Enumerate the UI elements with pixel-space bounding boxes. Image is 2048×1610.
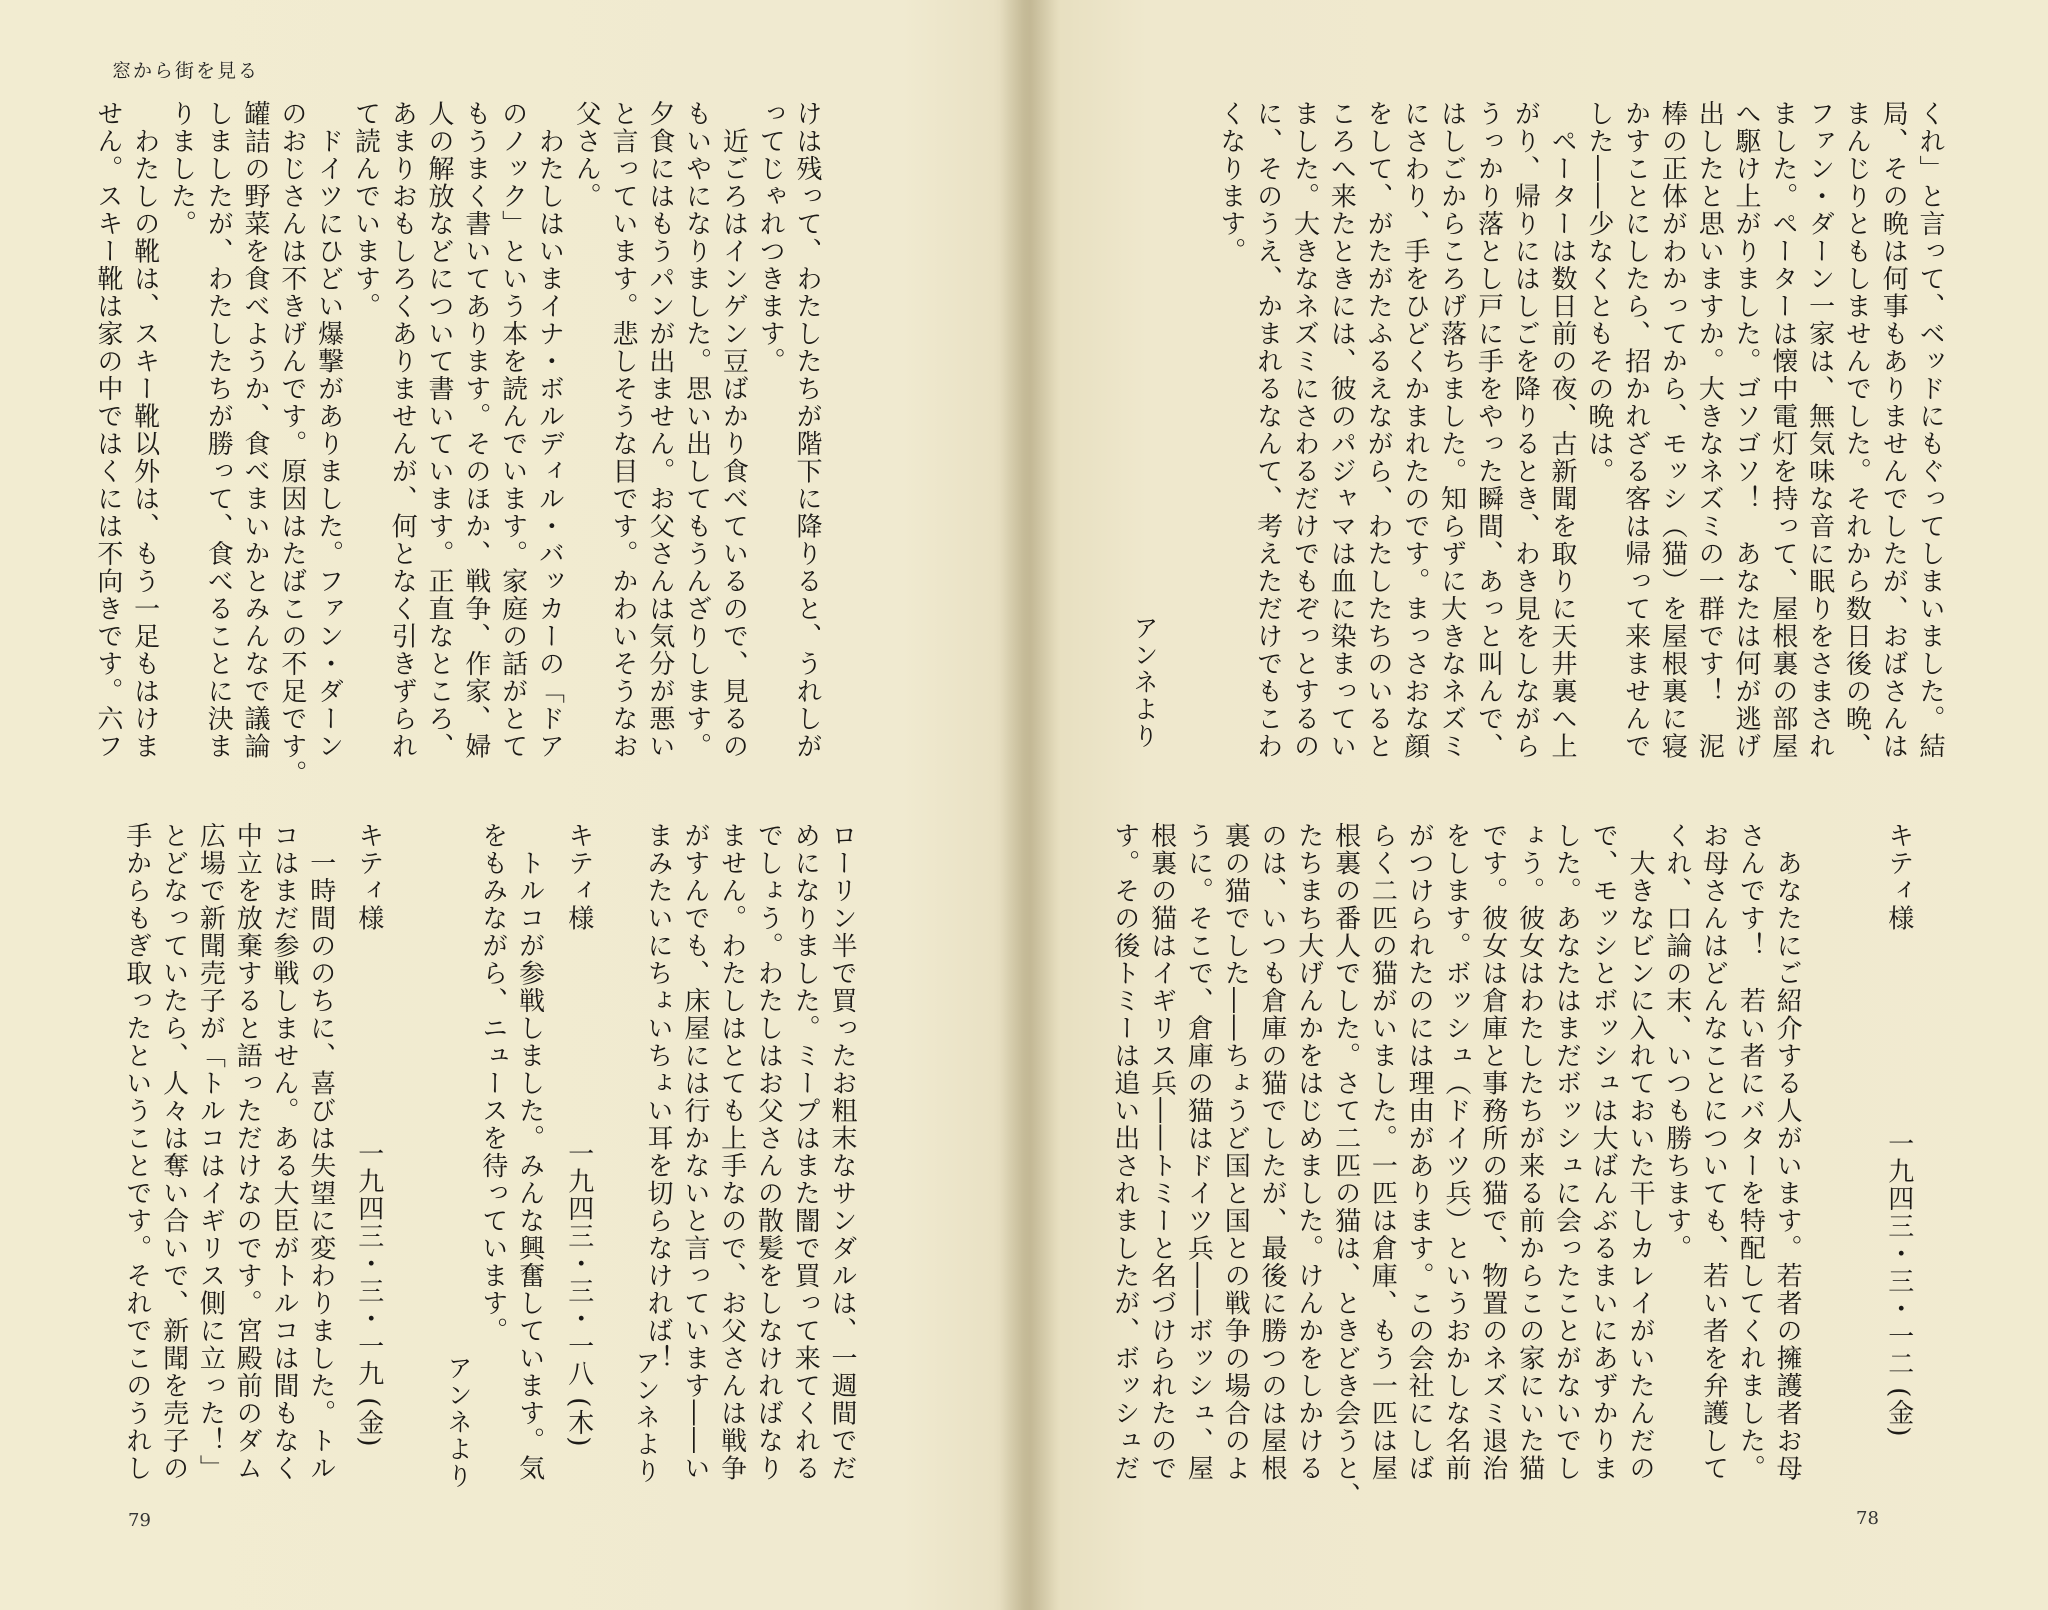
- letter-salutation: キティ様: [353, 822, 384, 932]
- page-78: [1030, 0, 2048, 1610]
- page-79-lower-text: ローリン半で買ったお粗末なサンダルは、一週間でだ めになりました。ミープはまた闇で買って来てくれる でしょう。わたしはお父さんの散髪をしなければなり ません。わたしはとても上手なので、お父さんは戦争 がすんでも、床屋には行かないと言っています――い まみたいにちょいちょい耳を切らなければ！: [643, 822, 857, 1482]
- letter-salutation: キティ様: [1883, 822, 1914, 932]
- letter-body: トルコが参戦しました。みんな興奮しています。気 をもみながら、ニュースを待っています。: [477, 822, 545, 1482]
- letter-date: 一九四三・三・一九 (金): [353, 1140, 384, 1449]
- letter-salutation: キティ様: [563, 822, 594, 932]
- page-79-upper-text: けは残って、わたしたちが階下に降りると、うれしが ってじゃれつきます。 近ごろはインゲン豆ばかり食べているので、見るの もいやになりました。思い出してもうんざりします。 夕食にはもうパンが出ません。お父さんは気分が悪い と言っています。悲しそうな目です。かわいそうなお 父さん。 わたしはいまイナ・ボルディル・バッカーの「ドア のノック」という本を読んでいます。家庭の話がとて もうまく書いてあります。そのほか、戦争、作家、婦 人の解放などについて書いています。正直なところ、 あまりおもしろくありませんが、何となく引きずられ て読んでいます。 ドイツにひどい爆撃がありました。ファン・ダーン のおじさんは不きげんです。原因はたばこの不足です。 罐詰の野菜を食べようか、食べまいかとみんなで議論 しましたが、わたしたちが勝って、食べることに決ま りました。 わたしの靴は、スキー靴以外は、もう一足もはけま せん。スキー靴は家の中ではくには不向きです。六フ: [92, 100, 822, 788]
- letter-body: 一時間ののちに、喜びは失望に変わりました。トル コはまだ参戦しません。ある大臣がトルコは間もなく 中立を放棄すると語っただけなのです。宮殿前のダム 広場で新聞売子が「トルコはイギリス側に立った！」 とどなっていたら、人々は奪い合いで、新聞を売子の 手からもぎ取ったということです。それでこのうれし: [121, 822, 336, 1482]
- signature-anne-1: アンネより: [632, 1350, 661, 1485]
- letter-body: あなたにご紹介する人がいます。若者の擁護者お母 さんです！ 若い者にバターを特配してくれました。 お母さんはどんなことについても、若い者を弁護して くれ、口論の末、いつも勝ちます。 大きなビンに入れておいた干しカレイがいたんだの で、モッシとボッシュは大ばんぶるまいにあずかりま した。あなたはまだボッシュに会ったことがないでし ょう。彼女はわたしたちが来る前からこの家にいた猫 です。彼女は倉庫と事務所の猫で、物置のネズミ退治 をします。ボッシュ（ドイツ兵）というおかしな名前 がつけられたのには理由があります。この会社にしば らく二匹の猫がいました。一匹は倉庫、もう一匹は屋 根裏の番人でした。さて二匹の猫は、ときどき会うと、 たちまち大げんかをはじめました。けんかをしかける のは、いつも倉庫の猫でしたが、最後に勝つのは屋根 裏の猫でした――ちょうど国と国との戦争の場合のよ うに。そこで、倉庫の猫はドイツ兵――ボッシュ、屋 根裏の猫はイギリス兵――トミーと名づけられたので す。その後トミーは追い出されましたが、ボッシュだ: [1109, 822, 1803, 1510]
- running-title: 窓から街を見る: [112, 60, 260, 82]
- page-number: 78: [1856, 1508, 1879, 1529]
- signature-anne: アンネより: [1130, 615, 1159, 750]
- page-number: 79: [128, 1510, 151, 1531]
- letter-date: 一九四三・三・一八 (木): [563, 1140, 594, 1449]
- page-78-upper-text: くれ」と言って、ベッドにもぐってしまいました。結 局、その晩は何事もありませんでしたが、おばさんは まんじりともしませんでした。それから数日後の晩、 ファン・ダーン一家は、無気味な音に眠りをさまされ ました。ペーターは懐中電灯を持って、屋根裏の部屋 へ駆け上がりました。ゴソゴソ！ あなたは何が逃げ 出したと思いますか。大きなネズミの一群です！ 泥 棒の正体がわかってから、モッシ（猫）を屋根裏に寝 かすことにしたら、招かれざる客は帰って来ませんで した――少なくともその晩は。 ペーターは数日前の夜、古新聞を取りに天井裏へ上 がり、帰りにはしごを降りるとき、わき見をしながら うっかり落とし戸に手をやった瞬間、あっと叫んで、 はしごからころげ落ちました。知らずに大きなネズミ にさわり、手をひどくかまれたのです。まっさおな顔 をして、がたがたふるえながら、わたしたちのいると ころへ来たときには、彼のパジャマは血に染まってい ました。大きなネズミにさわるだけでもぞっとするの に、そのうえ、かまれるなんて、考えただけでもこわ くなります。: [1215, 100, 1945, 760]
- letter-date: 一九四三・三・一二 (金): [1883, 1130, 1914, 1439]
- page-79: [0, 0, 1020, 1610]
- signature-anne-2: アンネより: [444, 1355, 473, 1490]
